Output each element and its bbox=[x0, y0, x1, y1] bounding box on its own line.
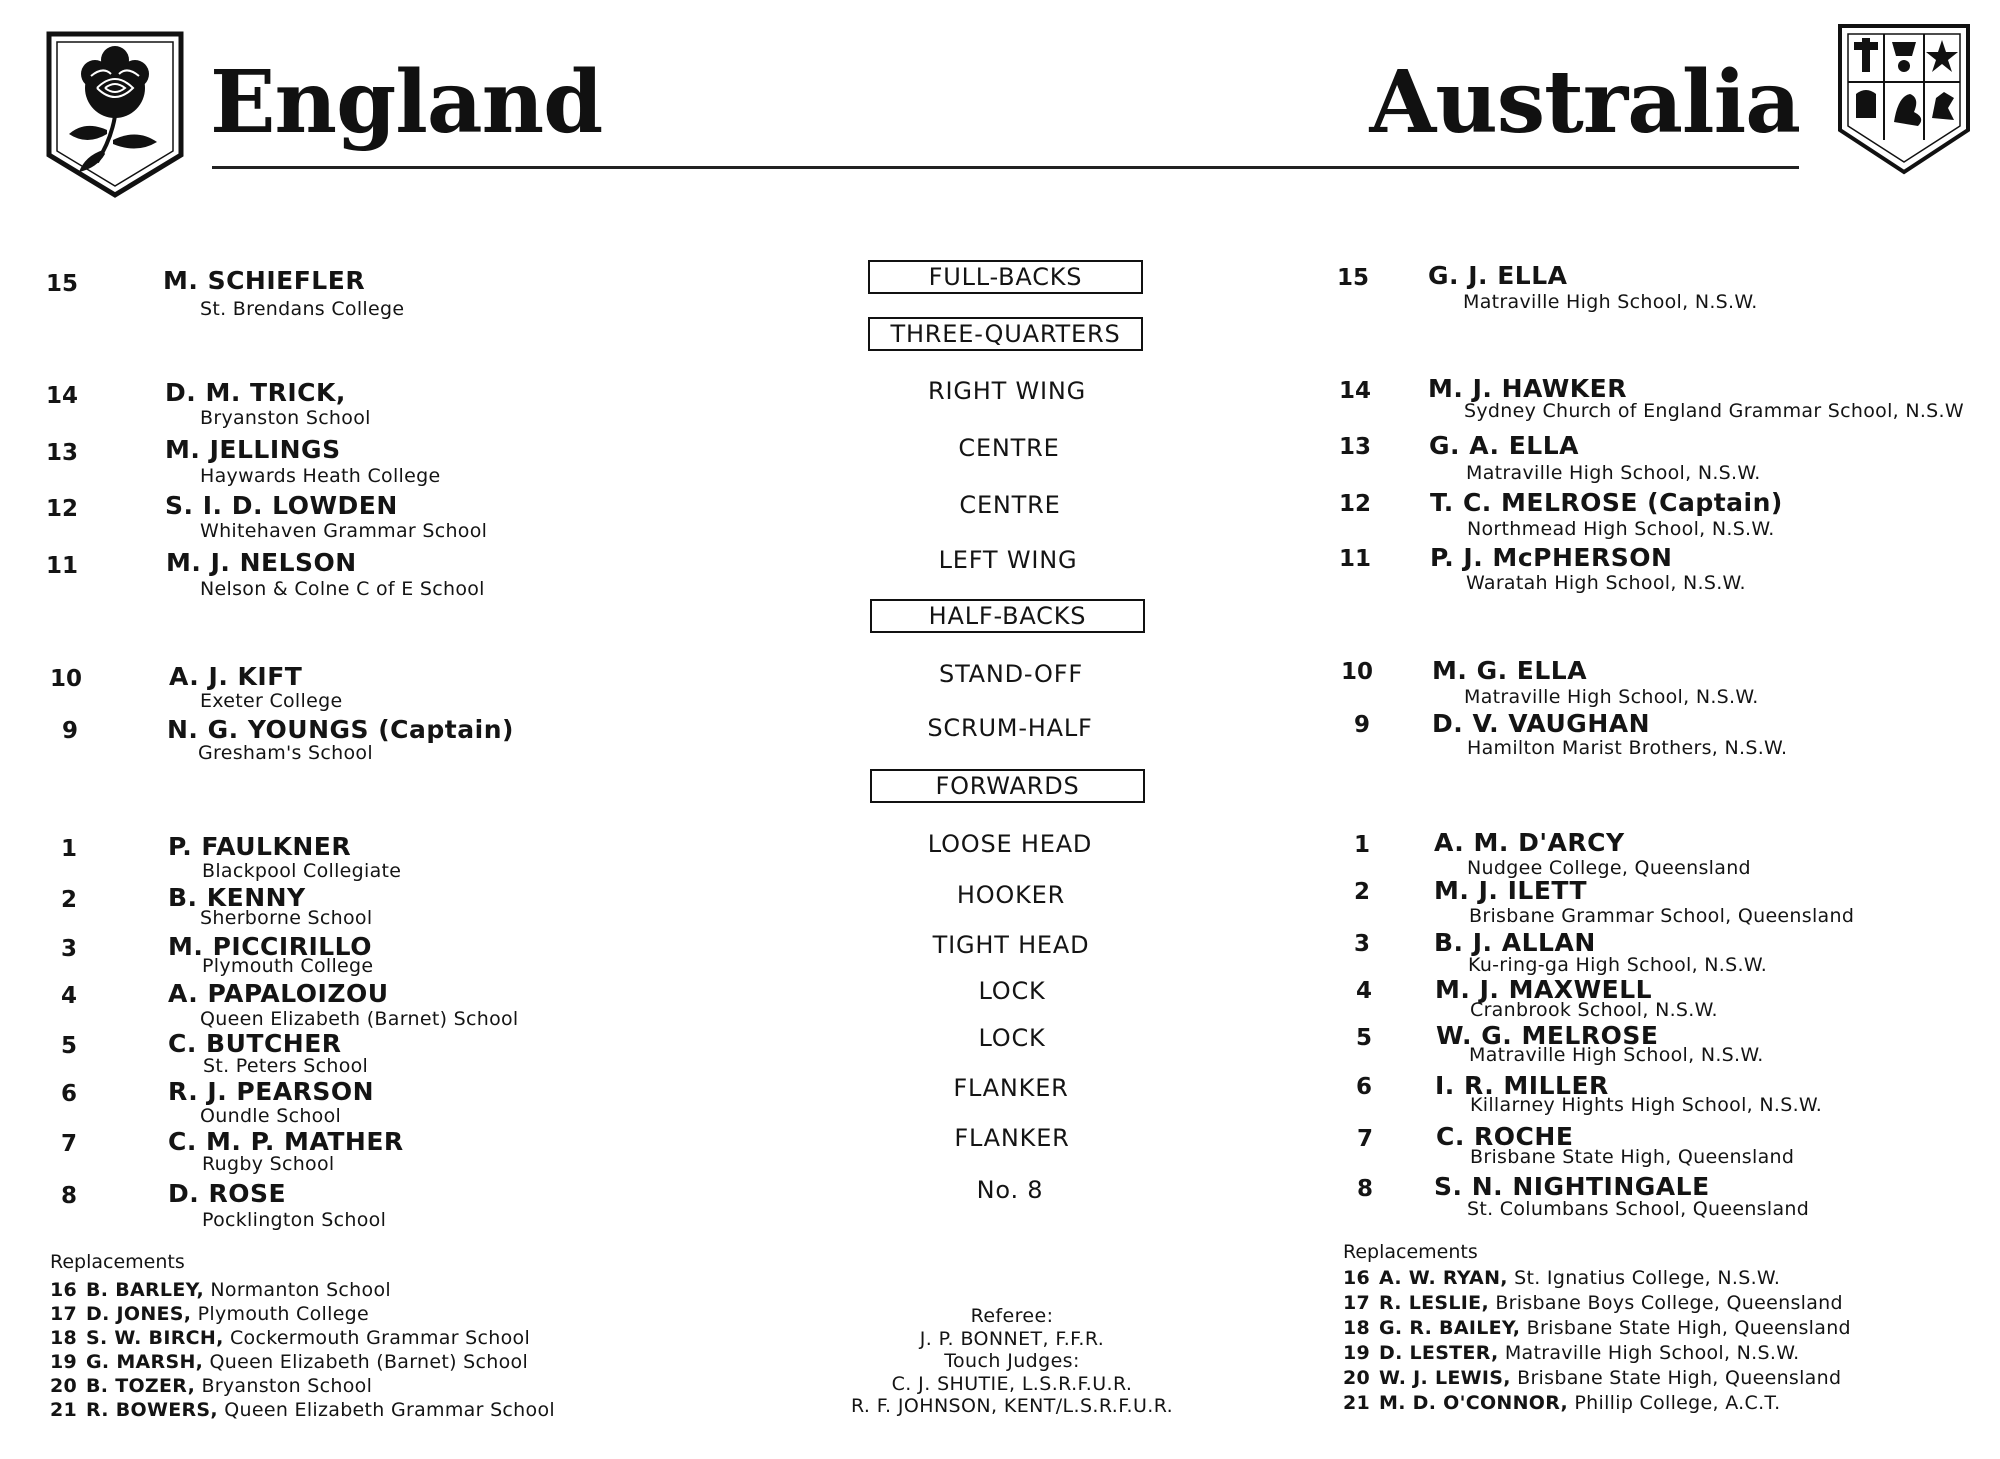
australia-replacement bbox=[1343, 1341, 1799, 1365]
england-replacements-label: Replacements bbox=[50, 1251, 185, 1273]
england-player-school: Exeter College bbox=[200, 690, 343, 712]
section-three-quarters: THREE-QUARTERS bbox=[868, 317, 1143, 351]
australia-player-name: C. ROCHE bbox=[1436, 1122, 1574, 1151]
england-player-number: 13 bbox=[46, 440, 79, 466]
england-player-name: B. KENNY bbox=[168, 883, 306, 912]
header-rule bbox=[212, 166, 1799, 169]
australia-player-school: Hamilton Marist Brothers, N.S.W. bbox=[1467, 737, 1788, 759]
australia-player-school: Matraville High School, N.S.W. bbox=[1469, 1044, 1764, 1066]
replacement-name: G. MARSH, bbox=[86, 1351, 204, 1373]
england-player-name: C. BUTCHER bbox=[168, 1029, 342, 1058]
referee-label: Referee: bbox=[970, 1305, 1054, 1327]
australia-player-number: 9 bbox=[1354, 712, 1371, 738]
replacement-name: G. R. BAILEY, bbox=[1379, 1317, 1521, 1339]
home-team-title: England bbox=[210, 52, 603, 153]
australia-replacement bbox=[1343, 1366, 1841, 1390]
england-player-number: 15 bbox=[46, 271, 79, 297]
australia-player-number: 6 bbox=[1356, 1074, 1373, 1100]
australia-player-number: 1 bbox=[1354, 832, 1371, 858]
replacement-school: Brisbane State High, Queensland bbox=[1526, 1317, 1851, 1339]
position-hooker: HOOKER bbox=[956, 881, 1066, 909]
england-player-school: Gresham's School bbox=[198, 742, 373, 764]
replacement-school: Brisbane State High, Queensland bbox=[1517, 1367, 1842, 1389]
england-player-name: N. G. YOUNGS (Captain) bbox=[167, 715, 514, 744]
replacement-number: 20 bbox=[50, 1375, 78, 1397]
england-player-school: Sherborne School bbox=[200, 907, 373, 929]
replacement-school: Normanton School bbox=[210, 1279, 391, 1301]
england-player-school: Queen Elizabeth (Barnet) School bbox=[200, 1008, 519, 1030]
section-full-backs: FULL-BACKS bbox=[868, 260, 1143, 294]
england-player-school: Whitehaven Grammar School bbox=[200, 520, 488, 542]
australia-player-name: B. J. ALLAN bbox=[1434, 928, 1596, 957]
australia-player-name: P. J. McPHERSON bbox=[1430, 543, 1673, 572]
position-flanker: FLANKER bbox=[954, 1124, 1070, 1152]
australia-player-name: G. A. ELLA bbox=[1429, 431, 1580, 460]
england-player-number: 12 bbox=[46, 496, 79, 522]
away-team-title: Australia bbox=[1369, 52, 1800, 153]
replacement-name: W. J. LEWIS, bbox=[1379, 1367, 1511, 1389]
australia-player-name: M. J. MAXWELL bbox=[1435, 975, 1653, 1004]
australia-player-school: Matraville High School, N.S.W. bbox=[1464, 686, 1759, 708]
replacement-name: S. W. BIRCH, bbox=[86, 1327, 224, 1349]
australia-player-name: A. M. D'ARCY bbox=[1434, 828, 1625, 857]
replacement-name: B. TOZER, bbox=[86, 1375, 196, 1397]
australia-replacements-label: Replacements bbox=[1343, 1241, 1478, 1263]
position-left-wing: LEFT WING bbox=[938, 546, 1078, 574]
australia-player-school: Sydney Church of England Grammar School, N.S.W bbox=[1464, 400, 1964, 422]
australia-player-number: 14 bbox=[1339, 378, 1372, 404]
england-player-number: 14 bbox=[46, 383, 79, 409]
australia-player-number: 4 bbox=[1356, 978, 1373, 1004]
position-lock: LOCK bbox=[978, 1024, 1046, 1052]
touch-judge-name: C. J. SHUTIE, L.S.R.F.U.R. bbox=[891, 1372, 1133, 1395]
australian-coat-of-arms-shield-icon bbox=[1836, 22, 1972, 178]
replacement-name: D. JONES, bbox=[86, 1303, 192, 1325]
australia-replacement bbox=[1343, 1266, 1780, 1290]
england-player-school: Rugby School bbox=[202, 1153, 335, 1175]
replacement-number: 18 bbox=[50, 1327, 78, 1349]
replacement-name: M. D. O'CONNOR, bbox=[1379, 1392, 1569, 1414]
england-player-name: M. J. NELSON bbox=[166, 548, 357, 577]
england-player-name: P. FAULKNER bbox=[168, 832, 352, 861]
australia-replacement bbox=[1343, 1316, 1851, 1340]
replacement-number: 18 bbox=[1343, 1317, 1371, 1339]
australia-replacement bbox=[1343, 1391, 1780, 1415]
section-half-backs: HALF-BACKS bbox=[870, 599, 1145, 633]
position-loose-head: LOOSE HEAD bbox=[927, 830, 1093, 858]
australia-player-school: Brisbane Grammar School, Queensland bbox=[1469, 905, 1855, 927]
replacement-number: 19 bbox=[50, 1351, 78, 1373]
england-player-name: M. SCHIEFLER bbox=[163, 266, 366, 295]
australia-player-number: 2 bbox=[1354, 879, 1371, 905]
england-player-number: 1 bbox=[61, 836, 78, 862]
england-player-number: 6 bbox=[61, 1081, 78, 1107]
replacement-number: 21 bbox=[50, 1399, 78, 1421]
england-player-school: St. Peters School bbox=[203, 1055, 369, 1077]
australia-player-name: I. R. MILLER bbox=[1435, 1071, 1609, 1100]
england-player-name: D. M. TRICK, bbox=[165, 378, 346, 407]
england-replacement bbox=[50, 1302, 369, 1326]
england-player-school: St. Brendans College bbox=[200, 298, 405, 320]
replacement-school: Phillip College, A.C.T. bbox=[1574, 1392, 1781, 1414]
australia-player-school: Cranbrook School, N.S.W. bbox=[1470, 999, 1718, 1021]
australia-player-school: Matraville High School, N.S.W. bbox=[1466, 462, 1761, 484]
australia-player-number: 12 bbox=[1339, 491, 1372, 517]
england-player-name: D. ROSE bbox=[168, 1179, 287, 1208]
england-player-number: 7 bbox=[61, 1131, 78, 1157]
england-player-school: Pocklington School bbox=[202, 1209, 387, 1231]
england-player-name: M. PICCIRILLO bbox=[168, 932, 372, 961]
australia-player-name: M. J. ILETT bbox=[1434, 876, 1588, 905]
replacement-school: Matraville High School, N.S.W. bbox=[1504, 1342, 1800, 1364]
replacement-number: 16 bbox=[1343, 1267, 1371, 1289]
replacement-number: 17 bbox=[1343, 1292, 1371, 1314]
replacement-name: B. BARLEY, bbox=[86, 1279, 205, 1301]
england-player-number: 9 bbox=[62, 718, 79, 744]
england-player-number: 11 bbox=[46, 553, 79, 579]
england-replacement bbox=[50, 1374, 372, 1398]
australia-player-school: Northmead High School, N.S.W. bbox=[1467, 518, 1775, 540]
position-tight-head: TIGHT HEAD bbox=[932, 931, 1090, 959]
replacement-school: Queen Elizabeth Grammar School bbox=[224, 1399, 555, 1421]
replacement-school: Cockermouth Grammar School bbox=[229, 1327, 531, 1349]
australia-player-number: 5 bbox=[1356, 1025, 1373, 1051]
england-replacement bbox=[50, 1350, 528, 1374]
england-player-name: S. I. D. LOWDEN bbox=[165, 491, 398, 520]
england-player-school: Bryanston School bbox=[200, 407, 371, 429]
position-stand-off: STAND-OFF bbox=[939, 660, 1083, 688]
england-player-school: Oundle School bbox=[200, 1105, 342, 1127]
replacement-school: St. Ignatius College, N.S.W. bbox=[1514, 1267, 1781, 1289]
australia-player-name: T. C. MELROSE (Captain) bbox=[1430, 488, 1783, 517]
referee-name: J. P. BONNET, F.F.R. bbox=[919, 1327, 1105, 1350]
touch-judge-name: R. F. JOHNSON, KENT/L.S.R.F.U.R. bbox=[850, 1395, 1174, 1417]
australia-replacement bbox=[1343, 1291, 1843, 1315]
replacement-name: R. BOWERS, bbox=[86, 1399, 218, 1421]
australia-player-number: 15 bbox=[1337, 265, 1370, 291]
england-player-number: 10 bbox=[50, 666, 83, 692]
australia-player-number: 11 bbox=[1339, 546, 1372, 572]
england-player-school: Blackpool Collegiate bbox=[202, 860, 402, 882]
australia-player-number: 10 bbox=[1341, 659, 1374, 685]
australia-player-name: D. V. VAUGHAN bbox=[1432, 709, 1651, 738]
england-replacement bbox=[50, 1398, 555, 1422]
replacement-school: Plymouth College bbox=[197, 1303, 370, 1325]
australia-player-name: G. J. ELLA bbox=[1428, 261, 1568, 290]
england-replacement bbox=[50, 1278, 391, 1302]
replacement-number: 17 bbox=[50, 1303, 78, 1325]
england-player-name: A. PAPALOIZOU bbox=[168, 979, 389, 1008]
australia-player-school: Killarney Hights High School, N.S.W. bbox=[1470, 1094, 1823, 1116]
england-player-name: R. J. PEARSON bbox=[168, 1077, 375, 1106]
england-player-number: 8 bbox=[61, 1183, 78, 1209]
england-player-name: A. J. KIFT bbox=[169, 662, 303, 691]
position-lock: LOCK bbox=[978, 977, 1046, 1005]
position-flanker: FLANKER bbox=[953, 1074, 1069, 1102]
position-scrum-half: SCRUM-HALF bbox=[927, 714, 1093, 742]
replacement-number: 21 bbox=[1343, 1392, 1371, 1414]
section-forwards: FORWARDS bbox=[870, 769, 1145, 803]
replacement-name: A. W. RYAN, bbox=[1379, 1267, 1508, 1289]
replacement-name: R. LESLIE, bbox=[1379, 1292, 1489, 1314]
replacement-number: 16 bbox=[50, 1279, 78, 1301]
england-replacement bbox=[50, 1326, 530, 1350]
australia-player-name: W. G. MELROSE bbox=[1436, 1021, 1659, 1050]
england-player-number: 3 bbox=[61, 936, 78, 962]
england-player-name: M. JELLINGS bbox=[165, 435, 341, 464]
australia-player-school: Ku-ring-ga High School, N.S.W. bbox=[1468, 954, 1768, 976]
australia-player-name: S. N. NIGHTINGALE bbox=[1434, 1172, 1710, 1201]
replacement-number: 20 bbox=[1343, 1367, 1371, 1389]
australia-player-school: Brisbane State High, Queensland bbox=[1470, 1146, 1795, 1168]
australia-player-name: M. G. ELLA bbox=[1432, 656, 1588, 685]
rose-shield-icon bbox=[45, 30, 185, 200]
australia-player-number: 13 bbox=[1339, 434, 1372, 460]
australia-player-school: Matraville High School, N.S.W. bbox=[1463, 291, 1758, 313]
australia-player-name: M. J. HAWKER bbox=[1428, 374, 1628, 403]
position-number-eight: No. 8 bbox=[976, 1176, 1044, 1204]
position-centre: CENTRE bbox=[958, 434, 1060, 462]
england-player-number: 2 bbox=[61, 887, 78, 913]
australia-player-number: 7 bbox=[1357, 1126, 1374, 1152]
australia-player-school: Nudgee College, Queensland bbox=[1467, 857, 1751, 879]
england-player-school: Plymouth College bbox=[202, 955, 374, 977]
australia-player-number: 3 bbox=[1354, 931, 1371, 957]
australia-player-number: 8 bbox=[1357, 1176, 1374, 1202]
replacement-school: Queen Elizabeth (Barnet) School bbox=[209, 1351, 529, 1373]
australia-player-school: St. Columbans School, Queensland bbox=[1467, 1198, 1810, 1220]
england-player-school: Haywards Heath College bbox=[200, 465, 441, 487]
england-player-number: 4 bbox=[61, 983, 78, 1009]
replacement-school: Brisbane Boys College, Queensland bbox=[1495, 1292, 1843, 1314]
touch-judges-label: Touch Judges: bbox=[944, 1350, 1080, 1372]
position-centre: CENTRE bbox=[959, 491, 1061, 519]
position-right-wing: RIGHT WING bbox=[927, 377, 1087, 405]
england-player-school: Nelson & Colne C of E School bbox=[200, 578, 485, 600]
england-player-number: 5 bbox=[61, 1033, 78, 1059]
england-player-name: C. M. P. MATHER bbox=[168, 1127, 404, 1156]
australia-player-school: Waratah High School, N.S.W. bbox=[1466, 572, 1746, 594]
replacement-school: Bryanston School bbox=[201, 1375, 373, 1397]
replacement-number: 19 bbox=[1343, 1342, 1371, 1364]
replacement-name: D. LESTER, bbox=[1379, 1342, 1499, 1364]
match-officials bbox=[812, 1305, 1212, 1418]
